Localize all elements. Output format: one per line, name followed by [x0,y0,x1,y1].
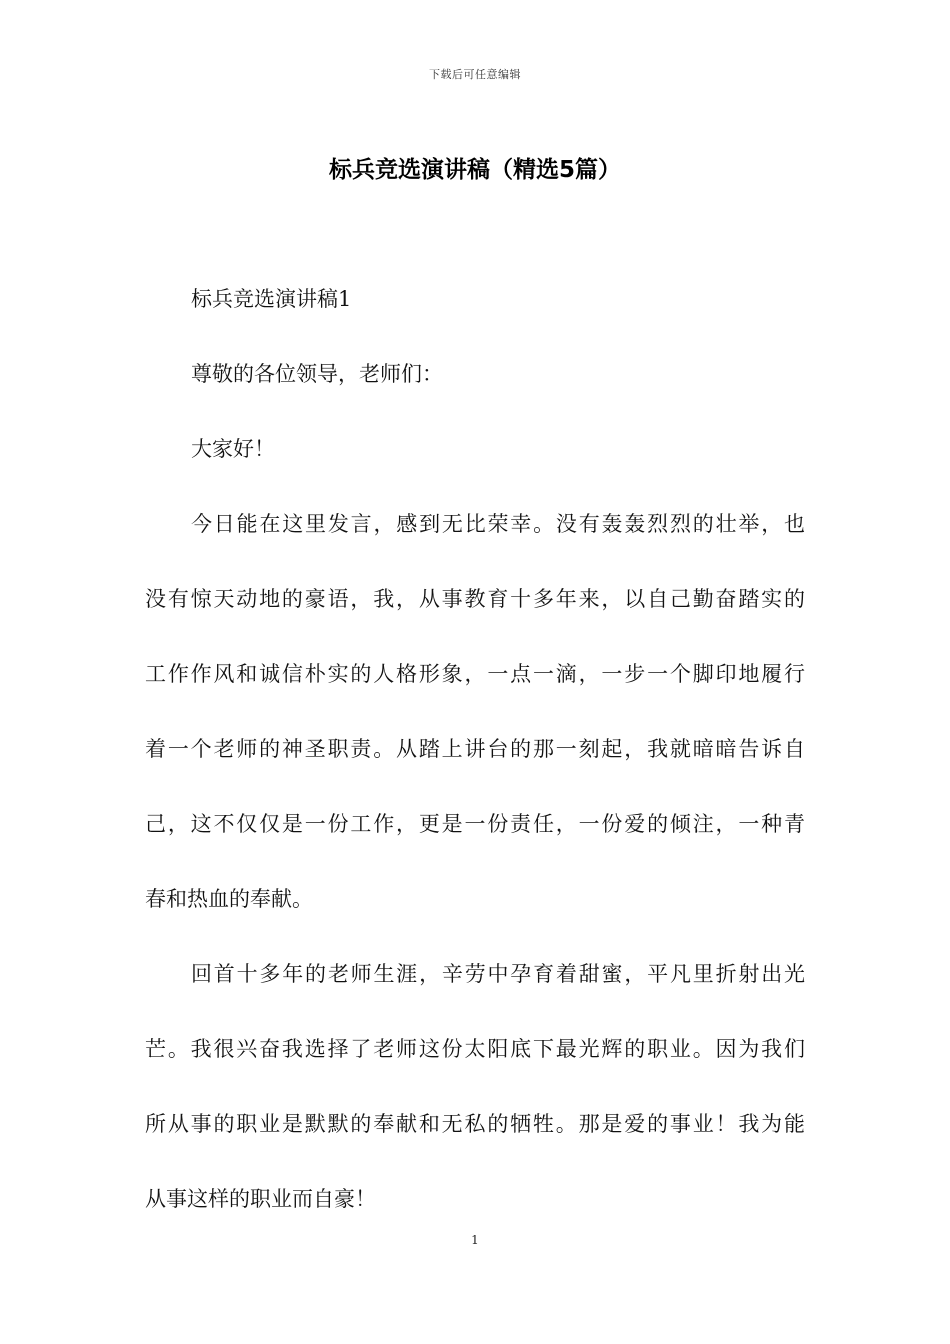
paragraph-2-line-3: 所从事的职业是默默的奉献和无私的牺牲。那是爱的事业！我为能 [145,1112,805,1136]
salutation: 尊敬的各位领导，老师们： [191,362,443,386]
paragraph-1-line-3: 工作作风和诚信朴实的人格形象，一点一滴，一步一个脚印地履行 [145,662,805,686]
page-title: 标兵竞选演讲稿（精选5篇） [328,157,621,183]
paragraph-2-line-1: 回首十多年的老师生涯，辛劳中孕育着甜蜜，平凡里折射出光 [191,962,805,986]
paragraph-1-line-4: 着一个老师的神圣职责。从踏上讲台的那一刻起，我就暗暗告诉自 [145,737,805,761]
paragraph-1-line-5: 己，这不仅仅是一份工作，更是一份责任，一份爱的倾注，一种青 [145,812,805,836]
greeting: 大家好！ [191,437,275,461]
paragraph-2-line-2: 芒。我很兴奋我选择了老师这份太阳底下最光辉的职业。因为我们 [145,1037,805,1061]
paragraph-1-line-2: 没有惊天动地的豪语，我，从事教育十多年来，以自己勤奋踏实的 [145,587,805,611]
header-note: 下载后可任意编辑 [429,68,521,81]
page-number: 1 [471,1233,479,1247]
section-heading: 标兵竞选演讲稿1 [191,287,352,311]
paragraph-1-line-6: 春和热血的奉献。 [145,887,313,911]
paragraph-1-line-1: 今日能在这里发言，感到无比荣幸。没有轰轰烈烈的壮举，也 [191,512,805,536]
paragraph-2-line-4: 从事这样的职业而自豪！ [145,1187,376,1211]
